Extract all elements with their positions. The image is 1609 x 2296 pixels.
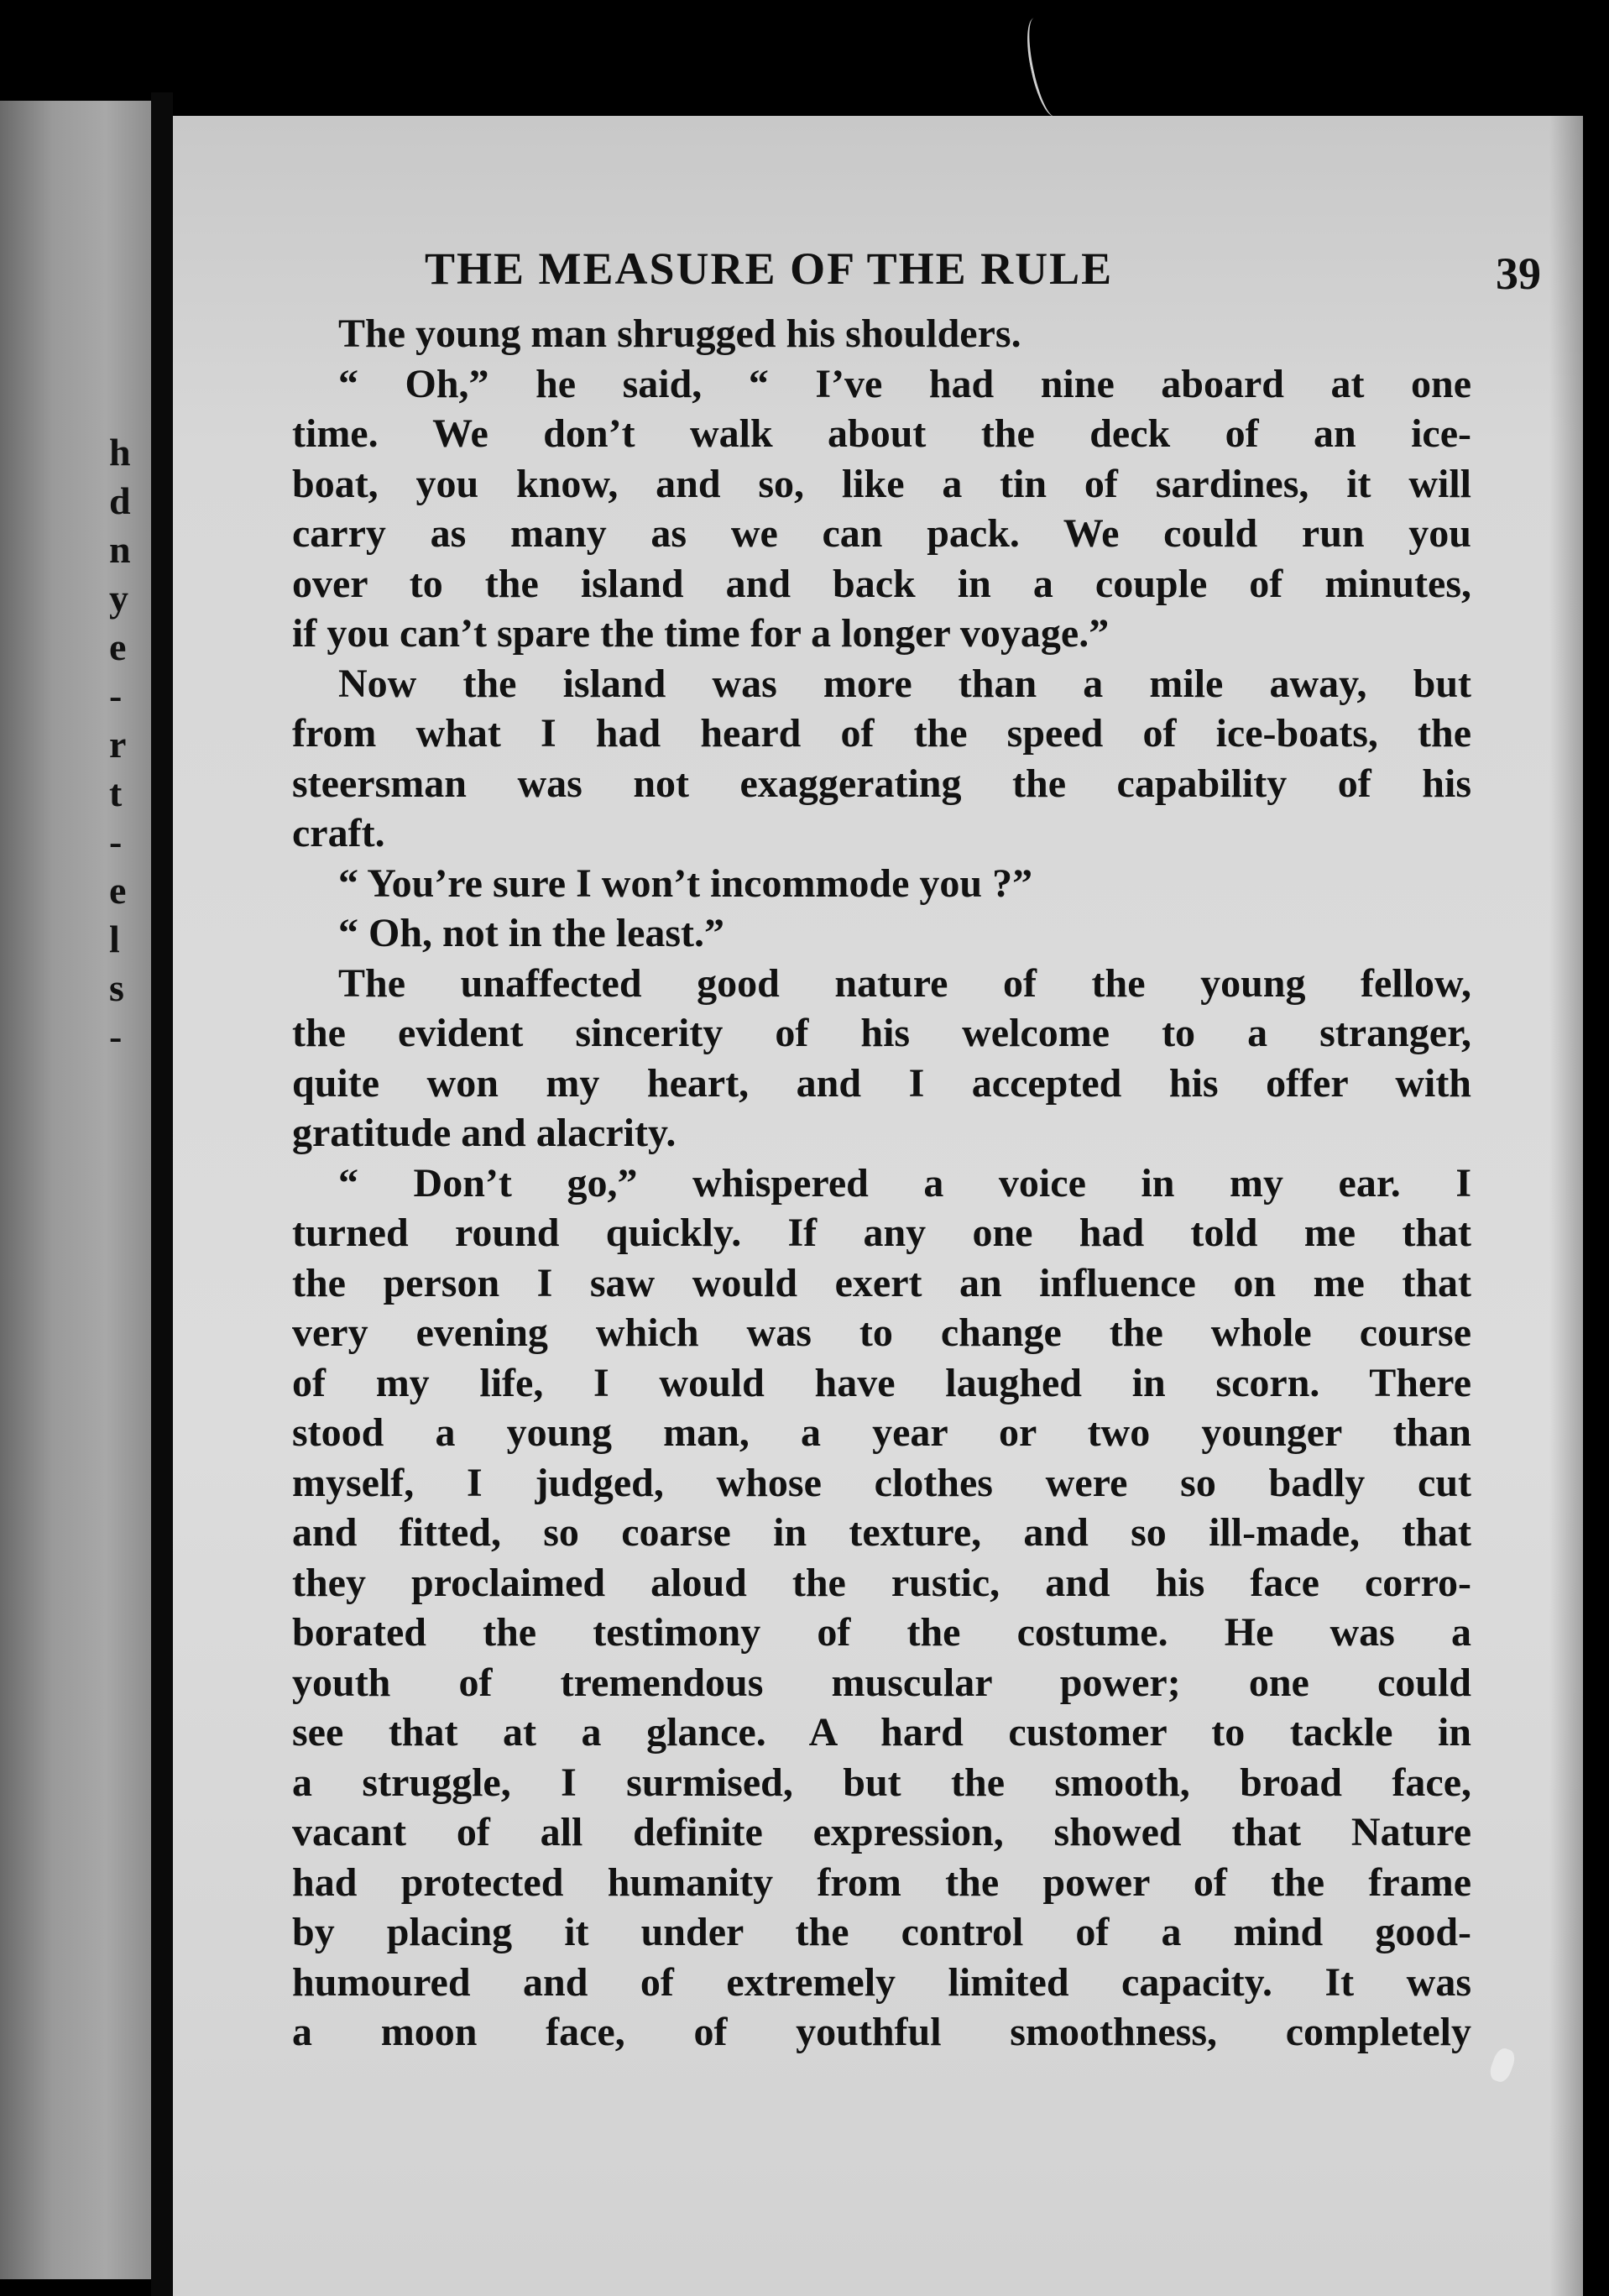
facing-page-fragment: l: [109, 918, 120, 960]
facing-page-fragment: r: [109, 723, 127, 766]
page-edge-shadow: [1549, 116, 1583, 2296]
text-line: craft.: [292, 811, 385, 855]
facing-page-edge: [0, 101, 151, 2279]
text-line: “ You’re sure I won’t incommode you ?”: [338, 860, 1033, 906]
text-line: “ Oh, not in the least.”: [338, 911, 725, 955]
text-line: boat, you know, and so, like a tin of sardines, it will: [292, 461, 1471, 506]
text-line: by placing it under the control of a mind good-: [292, 1910, 1471, 1954]
text-line: very evening which was to change the whole course: [292, 1310, 1471, 1355]
text-line: a moon face, of youthful smoothness, completely: [292, 2010, 1471, 2054]
scan-artifact-mark: [1021, 15, 1068, 119]
book-page: [173, 116, 1583, 2296]
text-line: humoured and of extremely limited capacity. It was: [292, 1959, 1471, 2005]
text-line: quite won my heart, and I accepted his offer with: [292, 1060, 1471, 1106]
facing-page-fragment: s: [109, 966, 124, 1009]
text-line: and fitted, so coarse in texture, and so ill-made, that: [292, 1510, 1471, 1555]
text-line: see that at a glance. A hard customer to tackle in: [292, 1710, 1471, 1755]
facing-page-fragment: -: [109, 674, 123, 717]
facing-page-fragment: -: [109, 820, 123, 863]
facing-page-fragment: h: [109, 431, 131, 473]
running-head: [425, 235, 1541, 302]
facing-page-fragment: y: [109, 577, 128, 620]
text-line: of my life, I would have laughed in scorn. There: [292, 1360, 1471, 1405]
text-line: The unaffected good nature of the young fellow,: [338, 960, 1471, 1006]
text-line: the evident sincerity of his welcome to a stranger,: [292, 1011, 1471, 1055]
facing-page-fragment: d: [109, 479, 131, 522]
running-head-title: THE MEASURE OF THE RULE: [425, 243, 1114, 294]
facing-page-text-fragments: [109, 428, 151, 1061]
text-line: over to the island and back in a couple of minutes,: [292, 561, 1471, 606]
text-line: steersman was not exaggerating the capability of his: [292, 761, 1471, 806]
text-line: if you can’t spare the time for a longer voyage.”: [292, 611, 1110, 656]
text-line: a struggle, I surmised, but the smooth, broad face,: [292, 1760, 1471, 1805]
text-line: turned round quickly. If any one had told me that: [292, 1211, 1471, 1255]
text-line: youth of tremendous muscular power; one could: [292, 1660, 1471, 1705]
text-line: Now the island was more than a mile away, but: [338, 661, 1471, 706]
text-line: from what I had heard of the speed of ice-boats, the: [292, 711, 1471, 756]
text-line: stood a young man, a year or two younger than: [292, 1410, 1471, 1455]
text-line: gratitude and alacrity.: [292, 1111, 677, 1155]
text-line: myself, I judged, whose clothes were so badly cut: [292, 1460, 1471, 1505]
facing-page-fragment: t: [109, 771, 123, 814]
book-gutter: [151, 92, 173, 2296]
text-line: “ Oh,” he said, “ I’ve had nine aboard at one: [338, 361, 1471, 406]
text-line: “ Don’t go,” whispered a voice in my ear. I: [338, 1160, 1471, 1206]
text-line: vacant of all definite expression, showed that Nature: [292, 1810, 1471, 1854]
text-line: The young man shrugged his shoulders.: [338, 311, 1021, 356]
text-line: carry as many as we can pack. We could run you: [292, 511, 1471, 556]
page-number: 39: [1496, 248, 1541, 299]
body-text: [292, 309, 1471, 2058]
text-line: borated the testimony of the costume. He was a: [292, 1610, 1471, 1655]
facing-page-fragment: e: [109, 869, 127, 912]
text-line: time. We don’t walk about the deck of an ice-: [292, 411, 1471, 456]
text-line: had protected humanity from the power of the frame: [292, 1859, 1471, 1905]
facing-page-fragment: n: [109, 528, 131, 571]
text-line: they proclaimed aloud the rustic, and his face corro-: [292, 1560, 1471, 1605]
text-line: the person I saw would exert an influence on me that: [292, 1260, 1471, 1305]
facing-page-fragment: -: [109, 1015, 123, 1058]
facing-page-fragment: e: [109, 625, 127, 668]
